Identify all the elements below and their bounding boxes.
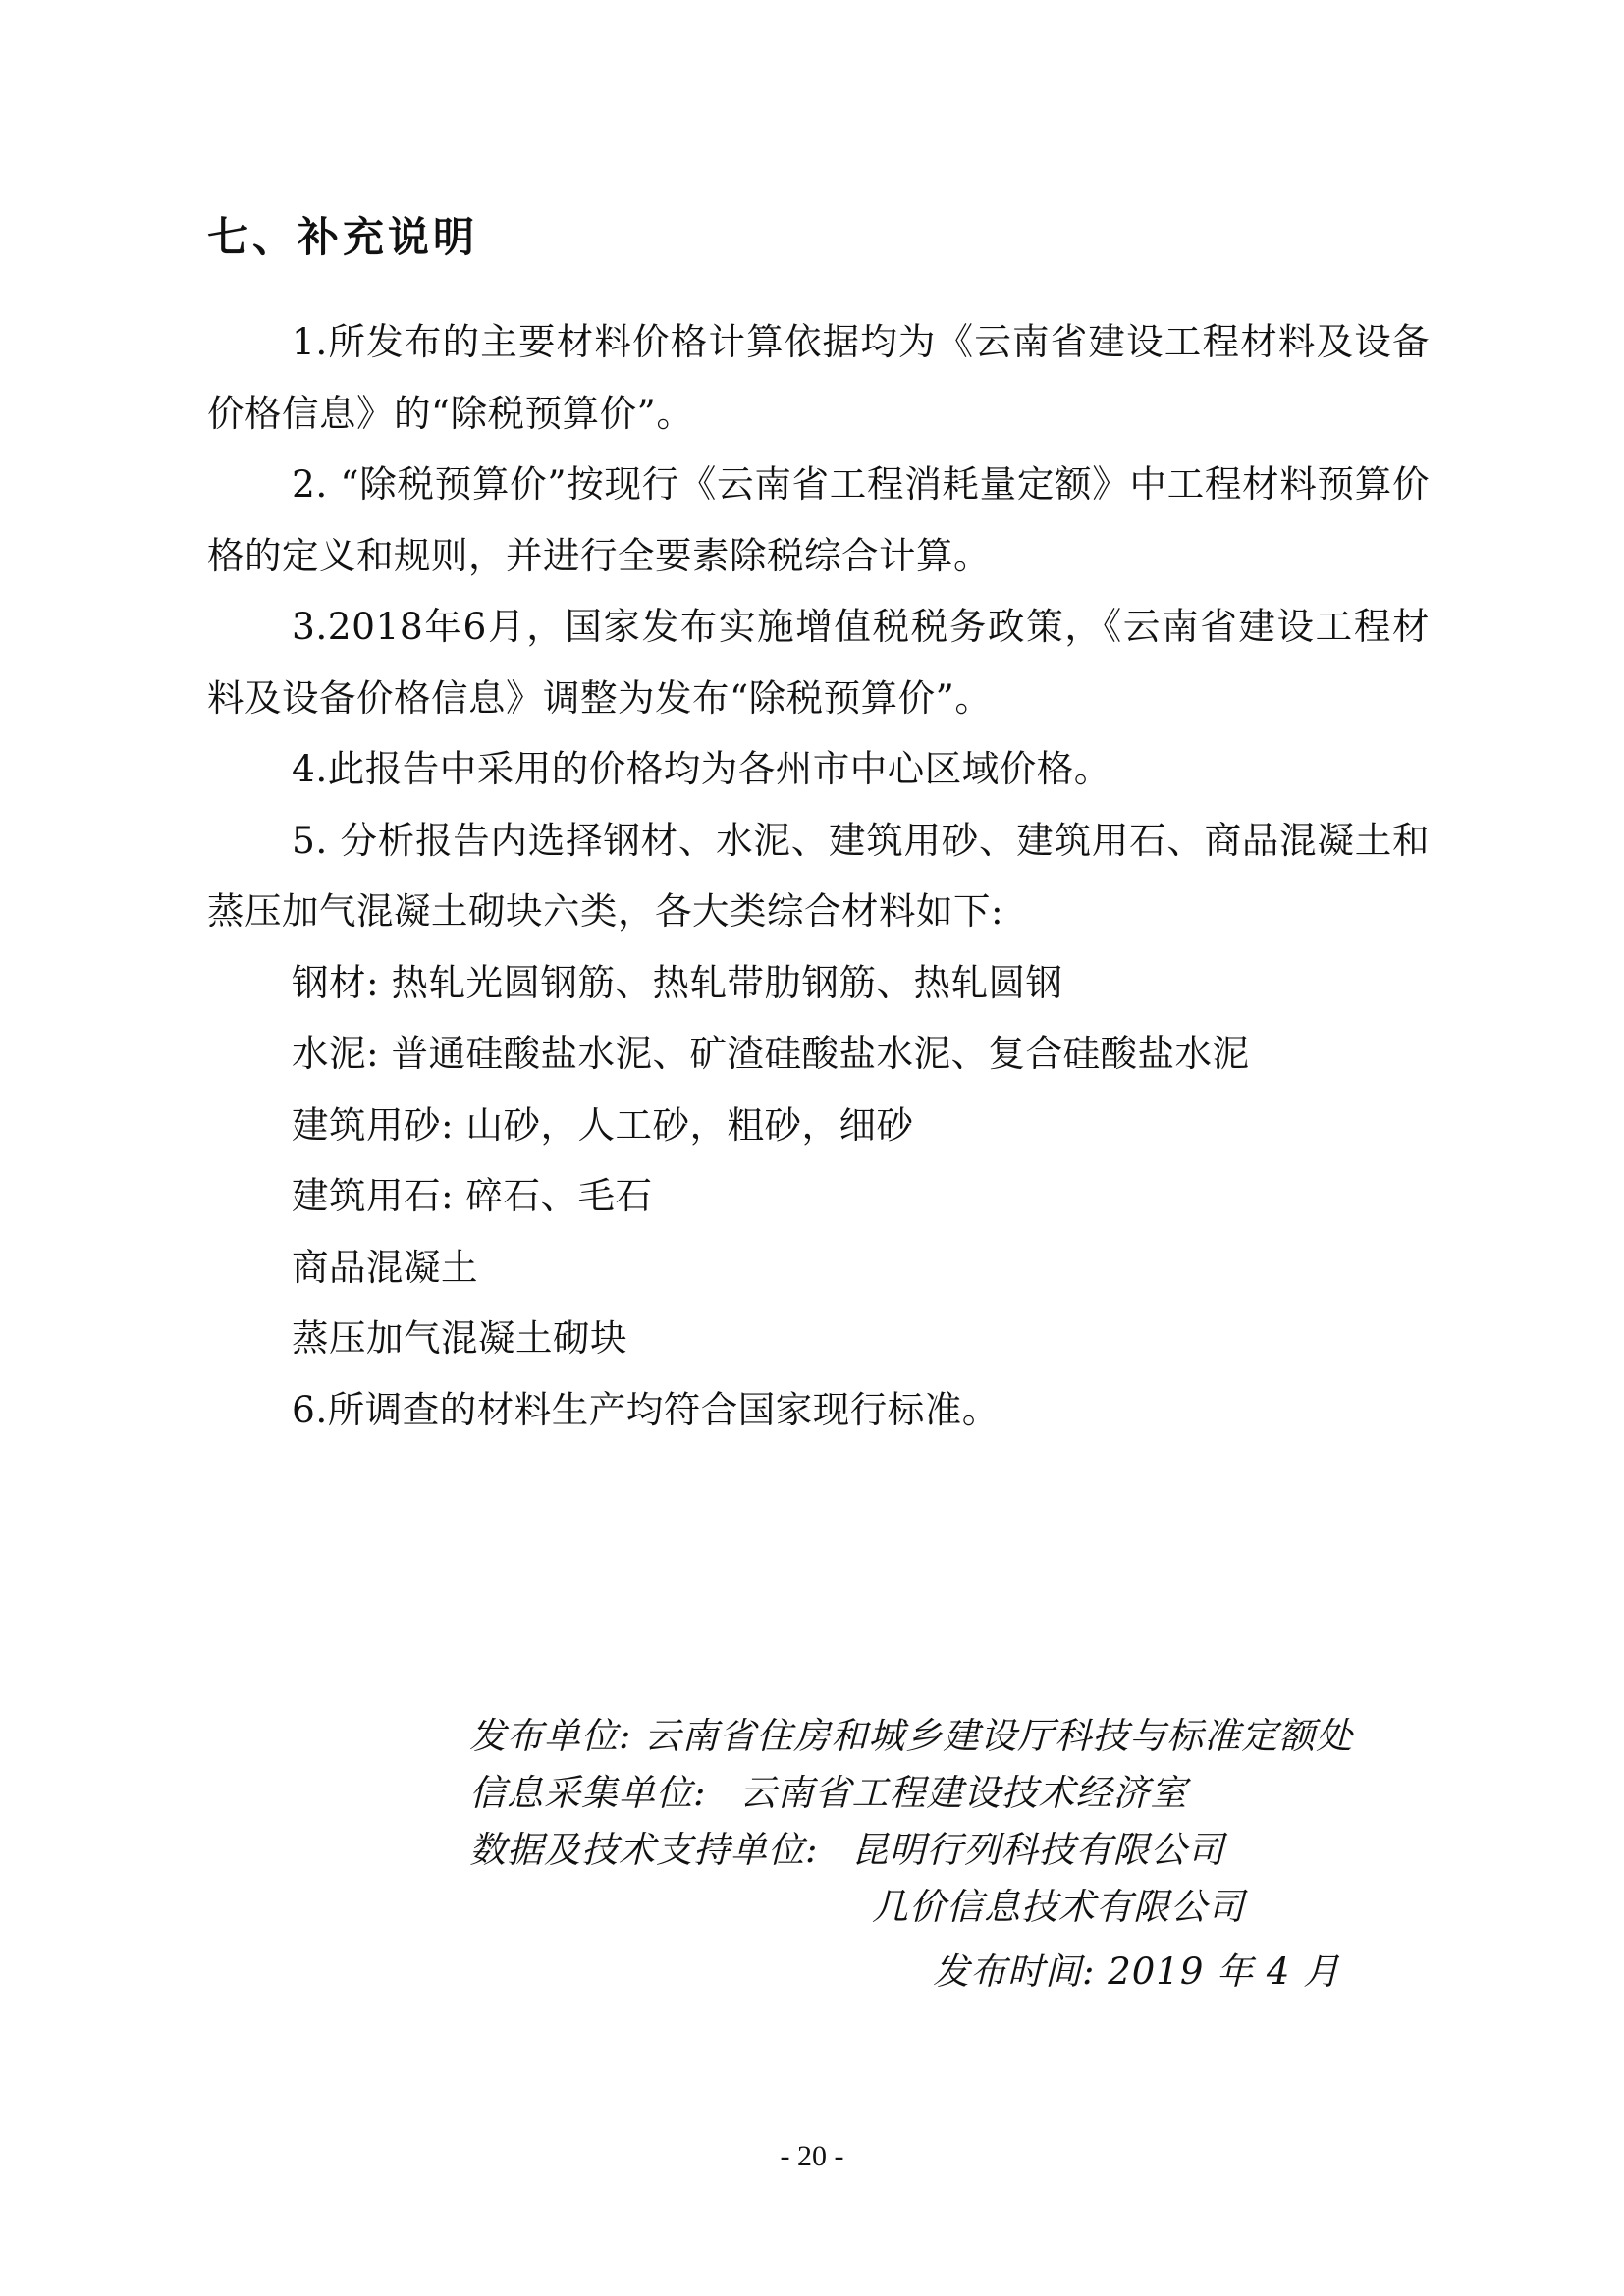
page-number: - 20 - xyxy=(780,2140,844,2172)
paragraph-6: 6.所调查的材料生产均符合国家现行标准。 xyxy=(292,1387,1000,1431)
material-item-cement: 水泥: 普通硅酸盐水泥、矿渣硅酸盐水泥、复合硅酸盐水泥 xyxy=(292,1032,1250,1075)
material-item-concrete: 商品混凝土 xyxy=(292,1245,478,1289)
paragraph-4: 4.此报告中采用的价格均为各州市中心区域价格。 xyxy=(292,747,1111,790)
paragraph-2: 2. “除税预算价”按现行《云南省工程消耗量定额》中工程材料预算价格的定义和规则，并进行全要素除税综合计算。 xyxy=(207,462,1430,577)
body-text xyxy=(207,306,1430,1445)
material-item-sand: 建筑用砂: 山砂，人工砂，粗砂，细砂 xyxy=(292,1102,914,1147)
material-item-aac-block: 蒸压加气混凝土砌块 xyxy=(292,1316,627,1360)
material-item-stone: 建筑用石: 碎石、毛石 xyxy=(292,1174,653,1217)
collector-value: 云南省工程建设技术经济室 xyxy=(739,1772,1188,1814)
support-value-1: 昆明行列科技有限公司 xyxy=(851,1829,1225,1871)
publish-time: 发布时间: 2019 年 4 月 xyxy=(933,1950,1341,1993)
publisher-line: 发布单位: 云南省住房和城乡建设厅科技与标准定额处 xyxy=(469,1715,1354,1757)
paragraph-3: 3.2018年6月，国家发布实施增值税税务政策，《云南省建设工程材料及设备价格信息》调整为发布“除税预算价”。 xyxy=(207,605,1430,720)
support-value-2: 几价信息技术有限公司 xyxy=(872,1886,1245,1928)
material-item-steel: 钢材: 热轧光圆钢筋、热轧带肋钢筋、热轧圆钢 xyxy=(292,960,1063,1004)
publisher-info xyxy=(469,1708,1353,1936)
section-title: 七、补充说明 xyxy=(207,213,479,261)
collector-line xyxy=(469,1765,1353,1822)
paragraph-5: 5. 分析报告内选择钢材、水泥、建筑用砂、建筑用石、商品混凝土和蒸压加气混凝土砌块六类，各大类综合材料如下: xyxy=(207,818,1430,933)
support-label: 数据及技术支持单位: xyxy=(469,1829,819,1871)
paragraph-1: 1.所发布的主要材料价格计算依据均为《云南省建设工程材料及设备价格信息》的“除税预算价”。 xyxy=(207,320,1430,435)
support-line xyxy=(469,1822,1353,1879)
collector-label: 信息采集单位: xyxy=(469,1772,707,1814)
